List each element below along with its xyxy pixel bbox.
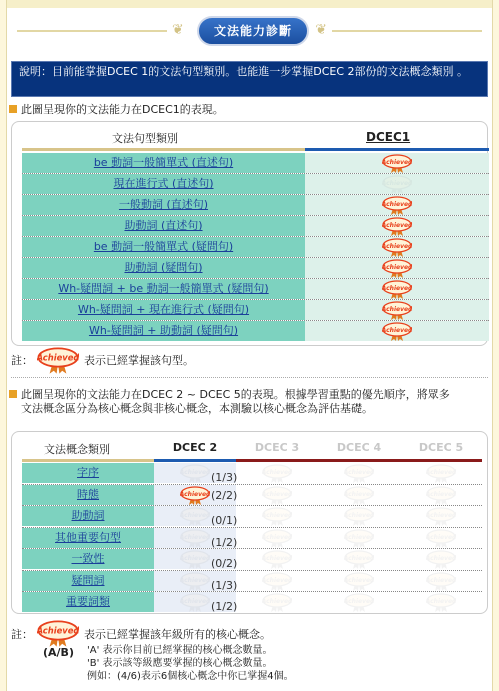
achieved-badge-icon: [344, 464, 374, 482]
achieved-badge-icon: [180, 507, 210, 525]
dcec4-cell: [318, 506, 400, 526]
ab-label: (A/B): [43, 646, 74, 659]
core-concept-count: (1/3): [211, 471, 238, 484]
dcec2-cell: [154, 571, 236, 591]
grammar-pattern-link[interactable]: Wh-疑問詞 + 現在進行式 (疑問句): [22, 300, 305, 320]
dcec1-cell: [305, 300, 489, 320]
achieved-badge-icon: [344, 550, 374, 568]
grammar-pattern-link[interactable]: 現在進行式 (直述句): [22, 174, 305, 194]
svg-text:Achieved: Achieved: [382, 284, 412, 292]
dcec1-cell: [305, 279, 489, 299]
svg-text:Achieved: Achieved: [37, 625, 79, 636]
row-separator: [22, 299, 489, 300]
svg-text:Achieved: Achieved: [382, 200, 412, 208]
row-separator: [22, 527, 482, 528]
grammar-concept-link[interactable]: 一致性: [22, 549, 154, 569]
dcec1-cell: [305, 153, 489, 173]
achieved-badge-icon: [382, 196, 412, 214]
dcec1-cell: [305, 174, 489, 194]
bullet-icon: [9, 105, 17, 113]
row-separator: [22, 320, 489, 321]
level-header-4: DCEC 4: [336, 441, 382, 454]
dcec1-cell: [305, 195, 489, 215]
header-bar-left: [22, 459, 154, 462]
svg-text:Achieved: Achieved: [262, 511, 292, 519]
achieved-badge-icon: [426, 550, 456, 568]
achieved-badge-icon: [344, 486, 374, 504]
level-header-bar: [236, 459, 318, 462]
achieved-badge-icon: [382, 280, 412, 298]
svg-text:Achieved: Achieved: [180, 511, 210, 519]
column-header-concept: 文法概念類別: [44, 443, 110, 456]
dcec4-cell: [318, 571, 400, 591]
dcec2-cell: [154, 485, 236, 505]
achieved-badge-icon: [262, 529, 292, 547]
achieved-badge-icon: [426, 464, 456, 482]
svg-text:Achieved: Achieved: [344, 490, 374, 498]
section2-title: [9, 388, 490, 416]
achieved-badge-icon: [262, 572, 292, 590]
dcec4-cell: [318, 528, 400, 548]
svg-text:Achieved: Achieved: [180, 597, 210, 605]
dcec1-cell: [305, 258, 489, 278]
header-bar-left: [22, 148, 305, 151]
dcec3-cell: [236, 592, 318, 612]
dcec1-cell: [305, 321, 489, 341]
achieved-badge-icon: [382, 259, 412, 277]
dcec5-cell: [400, 528, 482, 548]
level-header-3: DCEC 3: [254, 441, 300, 454]
row-separator: [22, 257, 489, 258]
row-separator: [22, 215, 489, 216]
svg-text:Achieved: Achieved: [382, 263, 412, 271]
achieved-badge-icon: [426, 507, 456, 525]
achieved-badge-icon: [180, 572, 210, 590]
grammar-concept-link[interactable]: 助動詞: [22, 506, 154, 526]
svg-text:Achieved: Achieved: [382, 326, 412, 334]
svg-text:Achieved: Achieved: [344, 576, 374, 584]
achieved-badge-icon: [426, 486, 456, 504]
dcec3-cell: [236, 485, 318, 505]
achieved-badge-icon: [426, 572, 456, 590]
svg-text:Achieved: Achieved: [344, 597, 374, 605]
section2-note: 表示已經掌握該年級所有的核心概念。: [84, 628, 271, 641]
dcec5-cell: [400, 506, 482, 526]
svg-text:Achieved: Achieved: [262, 490, 292, 498]
svg-text:Achieved: Achieved: [262, 597, 292, 605]
achieved-badge-icon: [180, 593, 210, 611]
svg-text:Achieved: Achieved: [426, 554, 456, 562]
top-bar: [7, 0, 492, 8]
svg-text:Achieved: Achieved: [382, 179, 412, 187]
achieved-badge-icon: [344, 593, 374, 611]
svg-text:Achieved: Achieved: [382, 242, 412, 250]
legend-badge-icon: [37, 347, 81, 371]
section2-note-prefix: 註：: [11, 628, 33, 641]
grammar-concept-link[interactable]: 字序: [22, 463, 154, 483]
dcec4-cell: [318, 485, 400, 505]
svg-text:Achieved: Achieved: [426, 490, 456, 498]
grammar-concept-link[interactable]: 疑問詞: [22, 571, 154, 591]
achieved-badge-icon: [180, 464, 210, 482]
achieved-badge-icon: [426, 529, 456, 547]
grammar-concept-link[interactable]: 其他重要句型: [22, 528, 154, 548]
dcec2-cell: [154, 592, 236, 612]
svg-text:Achieved: Achieved: [426, 576, 456, 584]
level-header-bar: [318, 459, 400, 462]
dcec4-cell: [318, 549, 400, 569]
dcec1-cell: [305, 237, 489, 257]
core-concept-count: (1/2): [211, 600, 238, 613]
achieved-badge-icon: [426, 593, 456, 611]
grammar-pattern-link[interactable]: 一般動詞 (直述句): [22, 195, 305, 215]
level-header-bar: [400, 459, 482, 462]
svg-text:Achieved: Achieved: [180, 554, 210, 562]
section1-table: [11, 121, 488, 346]
achieved-badge-icon: [382, 322, 412, 340]
svg-text:Achieved: Achieved: [426, 533, 456, 541]
title-banner: [7, 14, 492, 48]
dcec4-cell: [318, 463, 400, 483]
svg-text:Achieved: Achieved: [382, 305, 412, 313]
achieved-badge-icon: [262, 550, 292, 568]
ab-line-1: 'A' 表示你目前已經掌握的核心概念數量。: [87, 645, 273, 656]
svg-text:Achieved: Achieved: [344, 533, 374, 541]
row-separator: [22, 236, 489, 237]
core-concept-count: (1/3): [211, 578, 238, 592]
swirl-ornament-right: ❦: [315, 22, 327, 38]
svg-text:Achieved: Achieved: [426, 597, 456, 605]
svg-text:Achieved: Achieved: [180, 490, 210, 498]
header-bar-right: [305, 148, 489, 151]
grammar-pattern-link[interactable]: be 動詞一般簡單式 (疑問句): [22, 237, 305, 257]
achieved-badge-icon: [180, 529, 210, 547]
svg-text:Achieved: Achieved: [382, 221, 412, 229]
page-title: 文法能力診斷: [197, 16, 309, 46]
section1-title: [9, 103, 490, 117]
achieved-badge-icon: [382, 175, 412, 193]
dcec2-cell: [154, 528, 236, 548]
achieved-badge-icon: [262, 507, 292, 525]
svg-text:Achieved: Achieved: [262, 468, 292, 476]
achieved-badge-icon: [382, 301, 412, 319]
section1-title-text: 此圖呈現你的文法能力在DCEC1的表現。: [21, 103, 224, 116]
banner-line-left: [17, 30, 167, 32]
column-header-category: 文法句型類別: [112, 132, 178, 145]
dcec4-cell: [318, 592, 400, 612]
achieved-badge-icon: [344, 507, 374, 525]
svg-text:Achieved: Achieved: [180, 533, 210, 541]
grammar-pattern-link[interactable]: Wh-疑問詞 + be 動詞一般簡單式 (疑問句): [22, 279, 305, 299]
divider: [11, 377, 488, 378]
dcec3-cell: [236, 571, 318, 591]
svg-text:Achieved: Achieved: [344, 554, 374, 562]
dcec3-cell: [236, 506, 318, 526]
dcec5-cell: [400, 549, 482, 569]
svg-text:Achieved: Achieved: [426, 468, 456, 476]
achieved-badge-icon: [262, 486, 292, 504]
row-separator: [22, 548, 482, 549]
core-concept-count: (0/1): [211, 514, 238, 527]
grammar-pattern-link[interactable]: Wh-疑問詞 + 助動詞 (疑問句): [22, 321, 305, 341]
level-header-2: DCEC 2: [172, 441, 218, 454]
section2-title-line1: 此圖呈現你的文法能力在DCEC 2 ~ DCEC 5的表現。根據學習重點的優先順序，將眾多: [21, 388, 450, 401]
svg-text:Achieved: Achieved: [180, 468, 210, 476]
svg-text:Achieved: Achieved: [344, 511, 374, 519]
grammar-pattern-link[interactable]: be 動詞一般簡單式 (直述句): [22, 153, 305, 173]
column-header-dcec1: DCEC1: [366, 130, 411, 144]
grammar-pattern-link[interactable]: 助動詞 (疑問句): [22, 258, 305, 278]
swirl-ornament-left: ❦: [172, 22, 184, 38]
achieved-badge-icon: [344, 529, 374, 547]
bullet-icon: [9, 390, 17, 398]
section2-title-line2: 文法概念區分為核心概念與非核心概念，本測驗以核心概念為評估基礎。: [21, 402, 373, 415]
grammar-concept-link[interactable]: 重要詞類: [22, 592, 154, 612]
legend-badge-icon: [37, 620, 81, 644]
achieved-badge-icon: [344, 572, 374, 590]
achieved-badge-icon: [262, 593, 292, 611]
achieved-badge-icon: [382, 238, 412, 256]
description-box: 說明：目前能掌握DCEC 1的文法句型類別。也能進一步掌握DCEC 2部份的文法概念類別 。: [11, 61, 488, 97]
dcec5-cell: [400, 463, 482, 483]
core-concept-count: (0/2): [211, 557, 238, 570]
dcec5-cell: [400, 571, 482, 591]
dcec2-cell: [154, 549, 236, 569]
row-separator: [22, 278, 489, 279]
dcec5-cell: [400, 485, 482, 505]
row-separator: [22, 484, 482, 485]
achieved-badge-icon: [382, 217, 412, 235]
svg-text:Achieved: Achieved: [262, 554, 292, 562]
row-separator: [22, 194, 489, 195]
dcec2-cell: [154, 506, 236, 526]
svg-text:Achieved: Achieved: [382, 158, 412, 166]
row-separator: [22, 505, 482, 506]
core-concept-count: (2/2): [211, 488, 238, 502]
dcec1-cell: [305, 216, 489, 236]
page-frame: [6, 0, 493, 691]
ab-line-3: 例如：(4/6)表示6個核心概念中你已掌握4個。: [87, 671, 294, 682]
achieved-badge-icon: [262, 464, 292, 482]
achieved-badge-icon: [180, 486, 210, 504]
svg-text:Achieved: Achieved: [37, 352, 79, 363]
dcec3-cell: [236, 463, 318, 483]
row-separator: [22, 570, 482, 571]
dcec3-cell: [236, 549, 318, 569]
svg-text:Achieved: Achieved: [262, 576, 292, 584]
core-concept-count: (1/2): [211, 535, 238, 549]
grammar-concept-link[interactable]: 時態: [22, 485, 154, 505]
svg-text:Achieved: Achieved: [426, 511, 456, 519]
achieved-badge-icon: [180, 550, 210, 568]
svg-text:Achieved: Achieved: [262, 533, 292, 541]
level-header-5: DCEC 5: [418, 441, 464, 454]
achieved-badge-icon: [382, 154, 412, 172]
dcec3-cell: [236, 528, 318, 548]
svg-text:Achieved: Achieved: [180, 576, 210, 584]
dcec5-cell: [400, 592, 482, 612]
dcec2-cell: [154, 463, 236, 483]
section2-table: [11, 431, 488, 614]
banner-line-right: [332, 30, 482, 32]
ab-line-2: 'B' 表示該等級應要掌握的核心概念數量。: [87, 658, 273, 669]
row-separator: [22, 173, 489, 174]
level-header-bar: [154, 459, 236, 462]
row-separator: [22, 591, 482, 592]
section1-note: 表示已經掌握該句型。: [84, 354, 194, 367]
grammar-pattern-link[interactable]: 助動詞 (直述句): [22, 216, 305, 236]
svg-text:Achieved: Achieved: [344, 468, 374, 476]
section1-note-prefix: 註：: [11, 354, 33, 367]
